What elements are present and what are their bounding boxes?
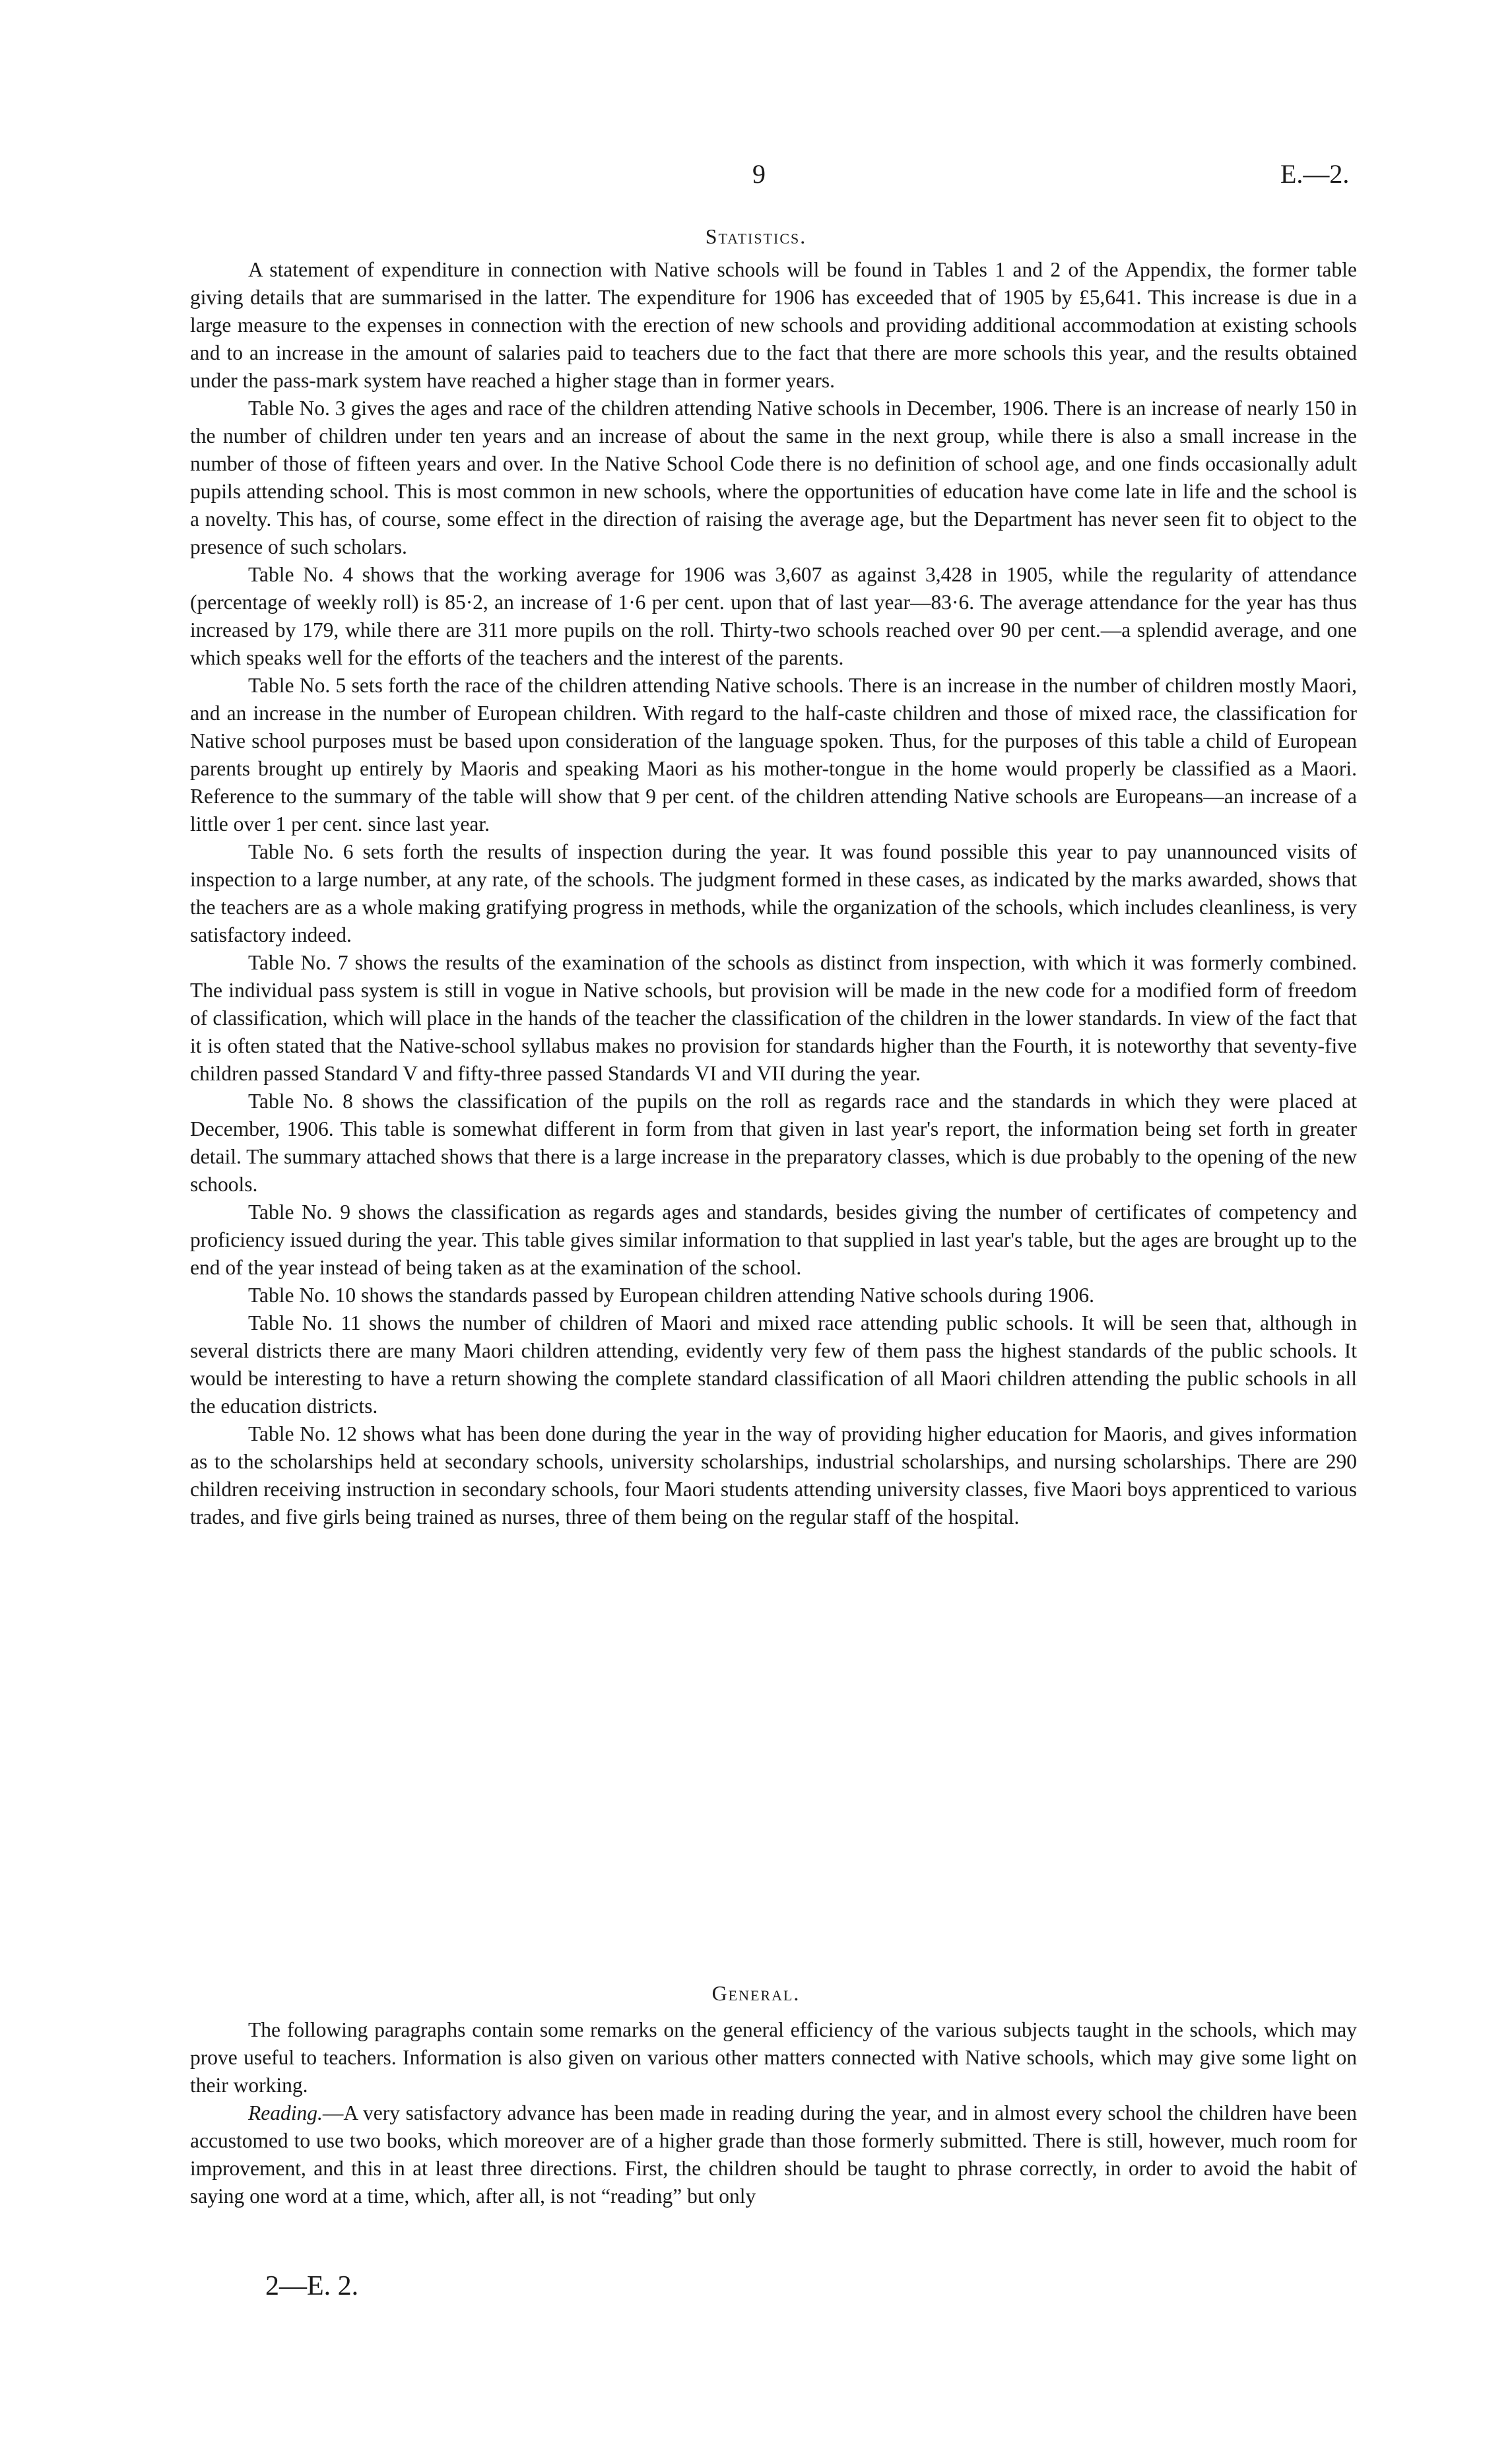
statistics-paragraph-8: Table No. 9 shows the classification as regards ages and standards, besides giving the number of certificates of competency and proficiency issued during the year. This table gives similar information to that supplied in last year's table, but the ages are brought up to the end of the year instead of being taken as at the examination of the school. (190, 1200, 1357, 1279)
general-intro-paragraph: The following paragraphs contain some remarks on the general efficiency of the various subjects taught in the schools, which may prove useful to teachers. Information is also given on various other matters connected with Native schools, which may give some light on their working. (190, 2018, 1357, 2097)
statistics-heading: Statistics. (705, 224, 807, 248)
statistics-section (190, 256, 1357, 1531)
general-heading: General. (711, 1981, 801, 2005)
statistics-paragraph-7: Table No. 8 shows the classification of the pupils on the roll as regards race and the standards in which they were placed at December, 1906. This table is somewhat different in form from that given in last year's report, the information being set forth in greater detail. The summary attached shows that there is a large increase in the preparatory classes, which is due probably to the opening of the new schools. (190, 1090, 1357, 1196)
statistics-paragraph-4: Table No. 5 sets forth the race of the children attending Native schools. There is an increase in the number of children mostly Maori, and an increase in the number of European children. With regard to the half-caste children and those of mixed race, the classification for Native school purposes must be based upon consideration of the language spoken. Thus, for the purposes of this table a child of European parents brought up entirely by Maoris and speaking Maori as his mother-tongue in the home would properly be classified as a Maori. Reference to the summary of the table will show that 9 per cent. of the children attending Native schools are Europeans—an increase of a little over 1 per cent. since last year. (190, 674, 1357, 836)
statistics-paragraph-5: Table No. 6 sets forth the results of inspection during the year. It was found possible this year to pay unannounced visits of inspection to a large number, at any rate, of the schools. The judgment formed in these cases, as indicated by the marks awarded, shows that the teachers are as a whole making gratifying progress in methods, while the organization of the schools, which includes cleanliness, is very satisfactory indeed. (190, 840, 1357, 946)
statistics-paragraph-10: Table No. 11 shows the number of children of Maori and mixed race attending public schools. It will be seen that, although in several districts there are many Maori children attending, evidently very few of them pass the highest standards of the public schools. It would be interesting to have a return showing the complete standard classification of all Maori children attending the public schools in all the education districts. (190, 1311, 1357, 1418)
statistics-paragraph-2: Table No. 3 gives the ages and race of the children attending Native schools in December, 1906. There is an increase of nearly 150 in the number of children under ten years and an increase of about the same in the next group, while there is also a small increase in the number of those of fifteen years and over. In the Native School Code there is no definition of school age, and one finds occasionally adult pupils attending school. This is most common in new schools, where the opportunities of education have come late in life and the school is a novelty. This has, of course, some effect in the direction of raising the average age, but the Department has never seen fit to object to the presence of such scholars. (190, 397, 1357, 558)
statistics-paragraph-9: Table No. 10 shows the standards passed by European children attending Native schools during 1906. (248, 1284, 1095, 1307)
reading-text: —A very satisfactory advance has been made in reading during the year, and in almost every school the children have been accustomed to use two books, which moreover are of a higher grade than those formerly submitted. There is still, however, much room for improvement, and this in at least three directions. First, the children should be taught to phrase correctly, in order to avoid the habit of saying one word at a time, which, after all, is not “reading” but only (190, 2101, 1357, 2208)
page-number: 9 (752, 159, 766, 189)
general-section (190, 2016, 1357, 2210)
signature-mark: 2—E. 2. (265, 2271, 359, 2301)
statistics-paragraph-3: Table No. 4 shows that the working average for 1906 was 3,607 as against 3,428 in 1905, while the regularity of attendance (percentage of weekly roll) is 85·2, an increase of 1·6 per cent. upon that of last year—83·6. The average attendance for the year has thus increased by 179, while there are 311 more pupils on the roll. Thirty-two schools reached over 90 per cent.—a splendid average, and one which speaks well for the efforts of the teachers and the interest of the parents. (190, 563, 1357, 669)
statistics-paragraph-11: Table No. 12 shows what has been done during the year in the way of providing higher education for Maoris, and gives information as to the scholarships held at secondary schools, university scholarships, industrial scholarships, and nursing scholarships. There are 290 children receiving instruction in secondary schools, four Maori students attending university classes, five Maori boys apprenticed to various trades, and five girls being trained as nurses, three of them being on the regular staff of the hospital. (190, 1422, 1357, 1528)
reading-lead: Reading. (248, 2101, 323, 2124)
general-reading-paragraph (190, 2099, 1357, 2210)
statistics-paragraph-1: A statement of expenditure in connection with Native schools will be found in Tables 1 and 2 of the Appendix, the former table giving details that are summarised in the latter. The expenditure for 1906 has exceeded that of 1905 by £5,641. This increase is due in a large measure to the expenses in connection with the erection of new schools and providing additional accommodation at existing schools and to an increase in the amount of salaries paid to teachers due to the fact that there are more schools this year, and the results obtained under the pass-mark system have reached a higher stage than in former years. (190, 258, 1357, 392)
statistics-paragraph-6: Table No. 7 shows the results of the examination of the schools as distinct from inspection, with which it was formerly combined. The individual pass system is still in vogue in Native schools, but provision will be made in the new code for a modified form of freedom of classification, which will place in the hands of the teacher the classification of the children in the lower standards. In view of the fact that it is often stated that the Native-school syllabus makes no provision for standards higher than the Fourth, it is noteworthy that seventy-five children passed Standard V and fifty-three passed Standards VI and VII during the year. (190, 951, 1357, 1085)
document-reference: E.—2. (1280, 159, 1350, 189)
